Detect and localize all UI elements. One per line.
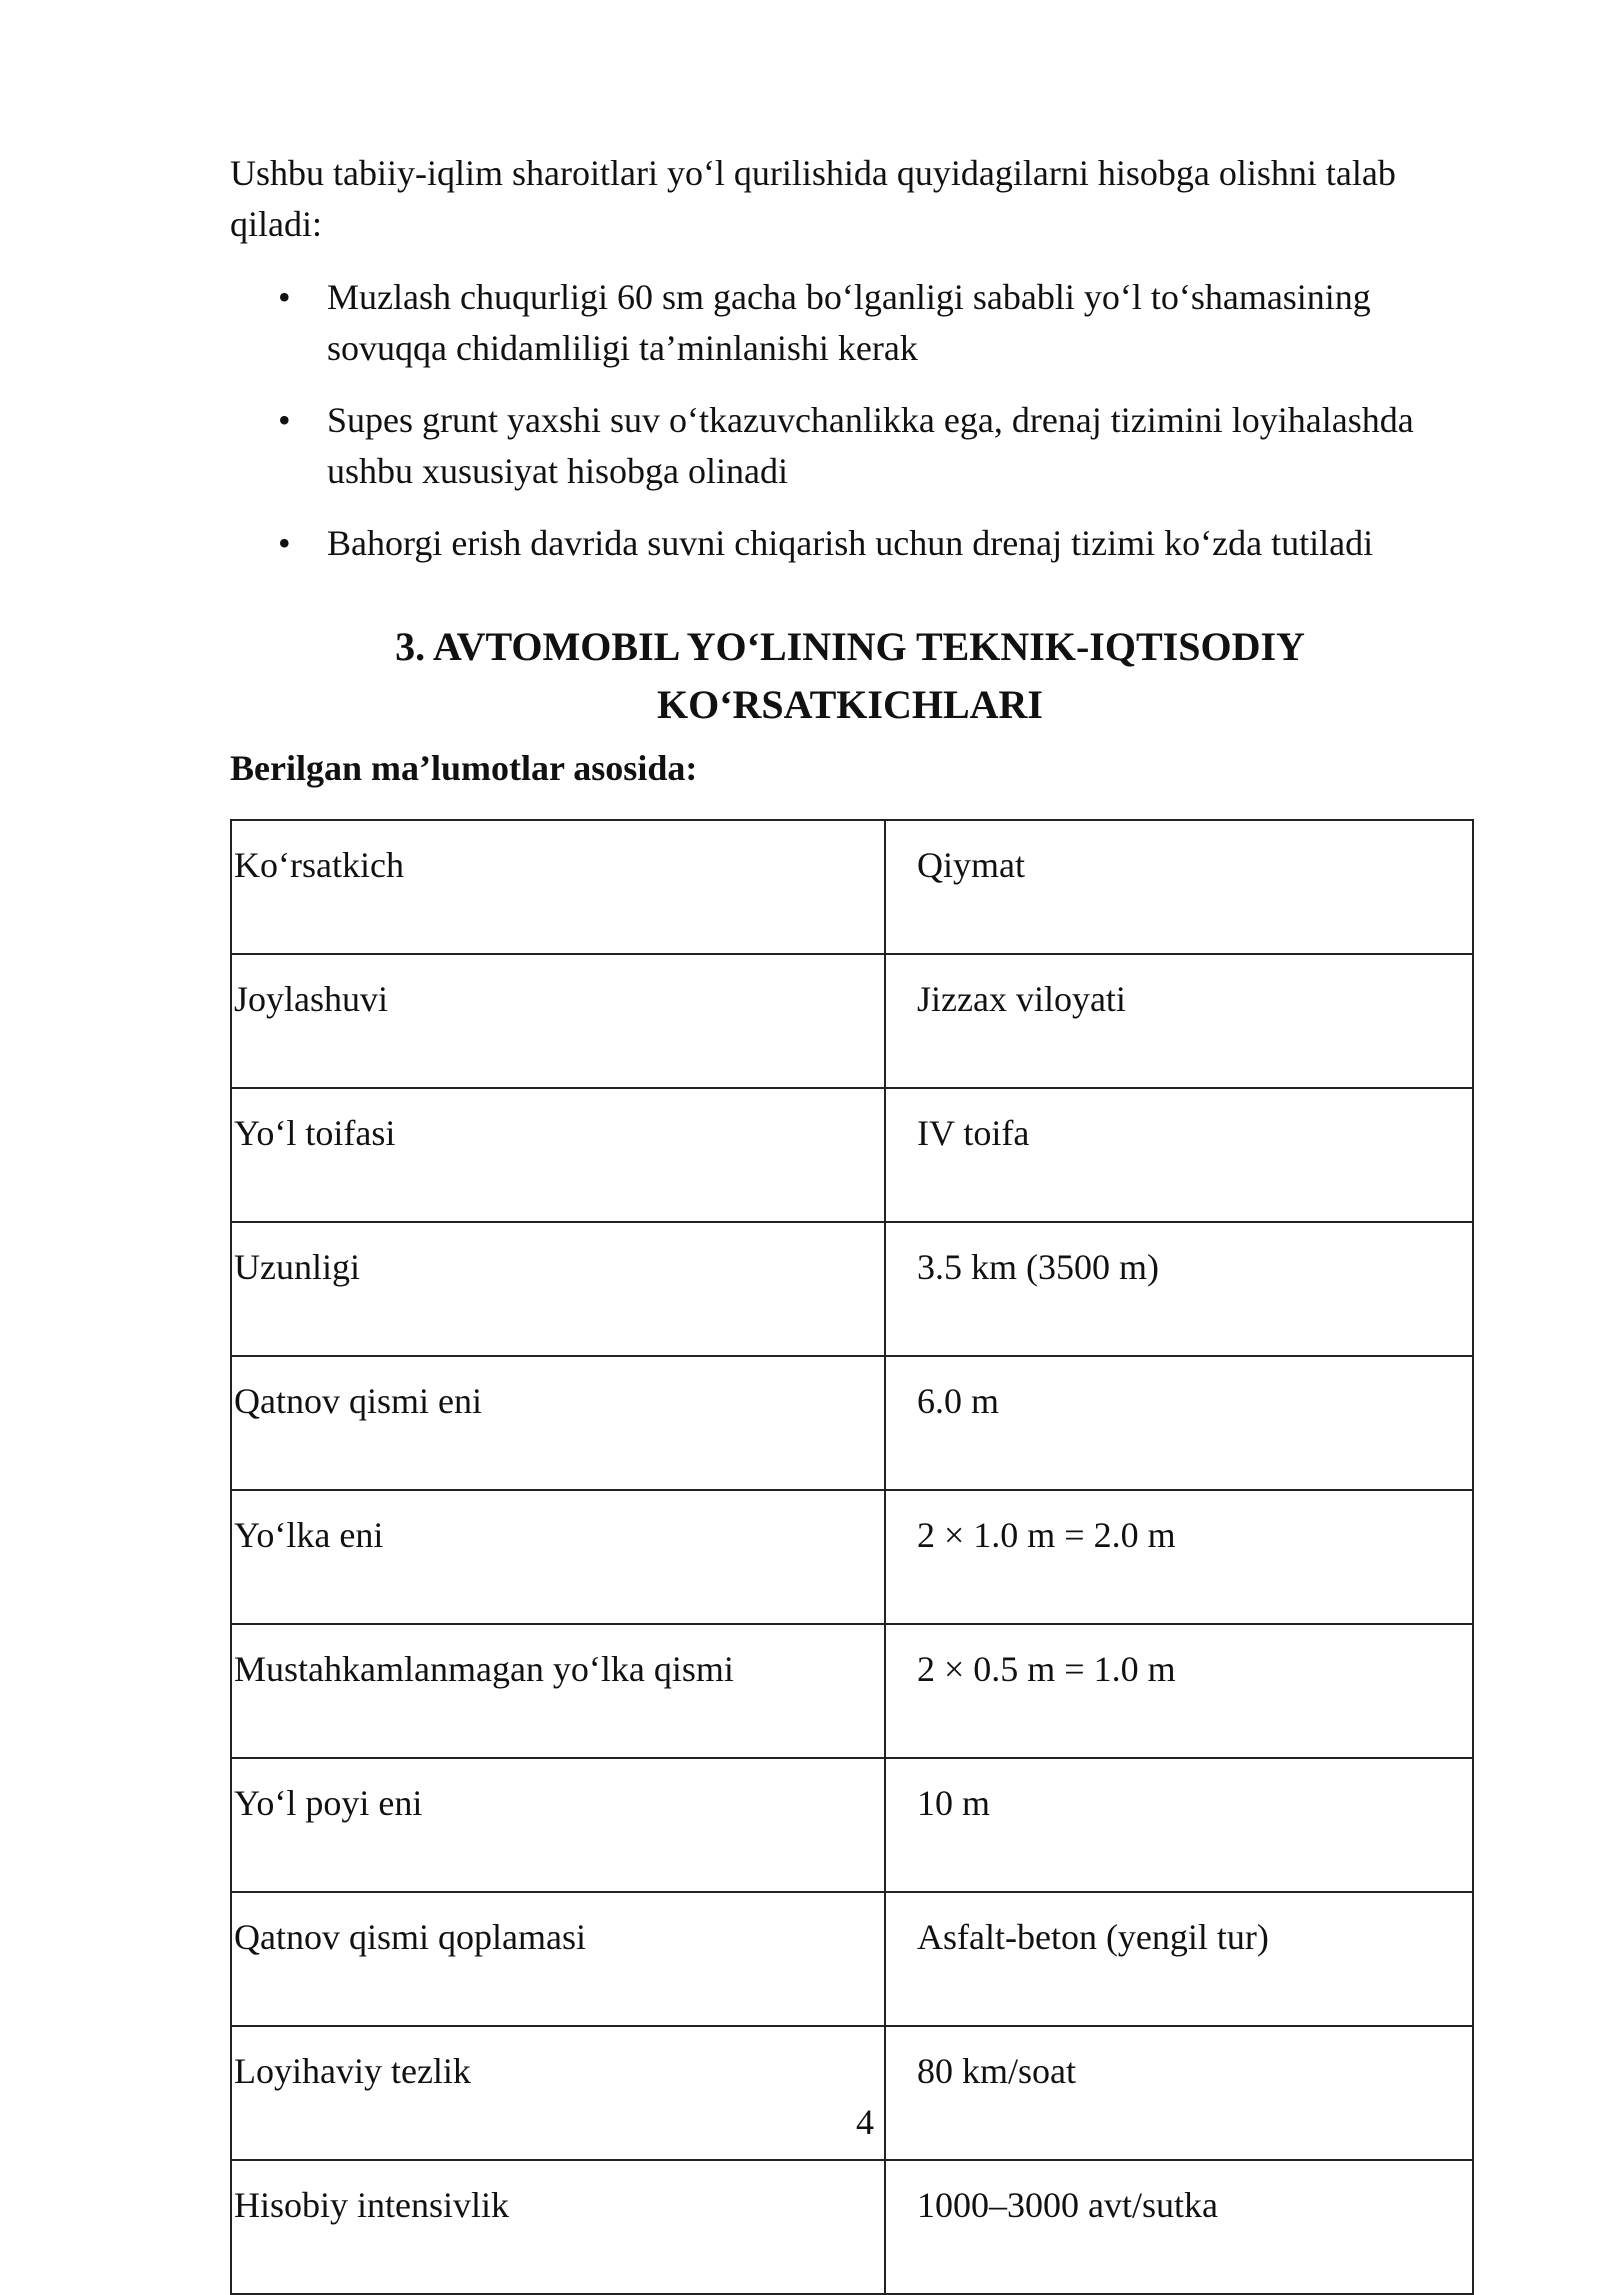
table-cell-value: 80 km/soat: [885, 2026, 1473, 2160]
table-row: [231, 1356, 1473, 1490]
table-row: [231, 1758, 1473, 1892]
list-item: [230, 272, 1480, 374]
section-heading: [230, 618, 1470, 734]
table-cell-value: 6.0 m: [885, 1356, 1473, 1490]
table-cell-value: 1000–3000 avt/sutka: [885, 2160, 1473, 2294]
table-cell-indicator: Yo‘l poyi eni: [231, 1758, 885, 1892]
table-row: [231, 2160, 1473, 2294]
bullet-icon: •: [278, 277, 291, 317]
table-header-row: [231, 820, 1473, 954]
list-item-text: Muzlash chuqurligi 60 sm gacha bo‘lganligi sababli yo‘l to‘shamasining sovuqqa chidamliligi ta’minlanishi kerak: [327, 277, 1371, 368]
list-item: [230, 395, 1480, 497]
list-item-text: Bahorgi erish davrida suvni chiqarish uchun drenaj tizimi ko‘zda tutiladi: [327, 523, 1374, 563]
table-cell-value: IV toifa: [885, 1088, 1473, 1222]
table-cell-indicator: Qatnov qismi qoplamasi: [231, 1892, 885, 2026]
table-intro: Berilgan ma’lumotlar asosida:: [230, 748, 698, 788]
table-cell-indicator: Joylashuvi: [231, 954, 885, 1088]
table-cell-indicator: Ko‘rsatkich: [231, 820, 885, 954]
table-cell-value: 2 × 0.5 m = 1.0 m: [885, 1624, 1473, 1758]
table-row: [231, 1088, 1473, 1222]
table-row: [231, 1490, 1473, 1624]
table-cell-value: Jizzax viloyati: [885, 954, 1473, 1088]
table-cell-value: 10 m: [885, 1758, 1473, 1892]
table-cell-indicator: Yo‘lka eni: [231, 1490, 885, 1624]
bullet-icon: •: [278, 523, 291, 563]
bullet-icon: •: [278, 400, 291, 440]
table-row: [231, 1892, 1473, 2026]
section-heading-line-1: 3. AVTOMOBIL YO‘LINING TEKNIK-IQTISODIY: [395, 624, 1305, 669]
table-cell-indicator: Hisobiy intensivlik: [231, 2160, 885, 2294]
list-item-text: Supes grunt yaxshi suv o‘tkazuvchanlikka ega, drenaj tizimini loyihalashda ushbu xususiyat hisobga olinadi: [327, 400, 1414, 491]
list-item: [230, 518, 1480, 569]
table-cell-value: 3.5 km (3500 m): [885, 1222, 1473, 1356]
table-cell-value: Asfalt-beton (yengil tur): [885, 1892, 1473, 2026]
table-row: [231, 1624, 1473, 1758]
table-row: [231, 1222, 1473, 1356]
table-cell-indicator: Uzunligi: [231, 1222, 885, 1356]
intro-paragraph: Ushbu tabiiy-iqlim sharoitlari yo‘l qurilishida quyidagilarni hisobga olishni talab qiladi:: [230, 153, 1396, 244]
indicators-table: [230, 819, 1474, 2295]
table-cell-indicator: Qatnov qismi eni: [231, 1356, 885, 1490]
table-cell-value: 2 × 1.0 m = 2.0 m: [885, 1490, 1473, 1624]
bullet-list: [230, 272, 1480, 590]
table-cell-value: Qiymat: [885, 820, 1473, 954]
table-cell-indicator: Loyihaviy tezlik: [231, 2026, 885, 2160]
page-number: 4: [856, 2102, 874, 2142]
section-heading-line-2: KO‘RSATKICHLARI: [657, 682, 1043, 727]
table-row: [231, 954, 1473, 1088]
table-cell-indicator: Yo‘l toifasi: [231, 1088, 885, 1222]
table-cell-indicator: Mustahkamlanmagan yo‘lka qismi: [231, 1624, 885, 1758]
